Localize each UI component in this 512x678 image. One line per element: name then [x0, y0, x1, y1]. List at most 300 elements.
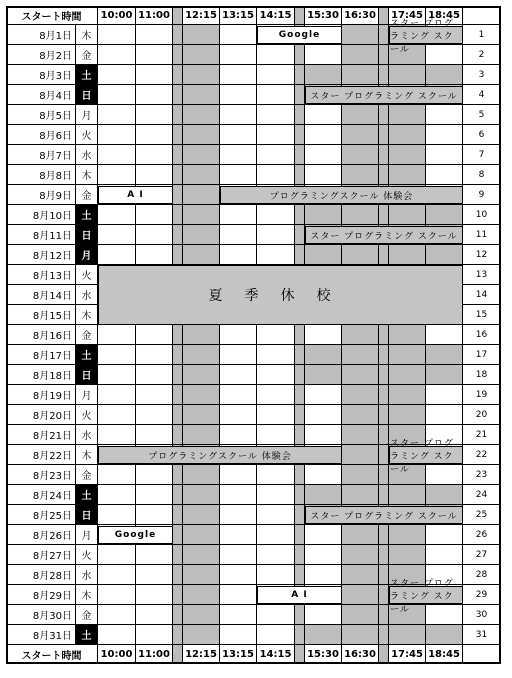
time-slot[interactable]: [173, 225, 183, 245]
time-slot[interactable]: [98, 605, 136, 625]
time-slot[interactable]: [426, 485, 463, 505]
time-slot[interactable]: [295, 205, 305, 225]
time-slot[interactable]: [173, 205, 183, 225]
time-slot[interactable]: [136, 25, 173, 45]
time-slot[interactable]: [136, 225, 173, 245]
bottom-time-6: [295, 645, 305, 664]
event-block[interactable]: A I: [257, 586, 342, 604]
time-slot[interactable]: [173, 245, 183, 265]
time-slot[interactable]: [342, 65, 379, 85]
time-slot[interactable]: [173, 385, 183, 405]
time-slot[interactable]: [98, 105, 136, 125]
event-block[interactable]: プログラミングスクール 体験会: [98, 446, 342, 464]
time-slot[interactable]: [305, 485, 342, 505]
date-cell: 8月1日: [6, 25, 76, 45]
time-slot[interactable]: [136, 245, 173, 265]
time-slot[interactable]: [379, 145, 389, 165]
time-slot[interactable]: [379, 605, 389, 625]
weekday-cell: 月: [76, 385, 98, 405]
time-slot[interactable]: [183, 385, 220, 405]
time-slot[interactable]: [295, 565, 305, 585]
time-slot[interactable]: [220, 45, 257, 65]
time-slot[interactable]: [389, 405, 426, 425]
time-slot[interactable]: [295, 165, 305, 185]
time-slot[interactable]: [173, 465, 183, 485]
time-slot[interactable]: [342, 125, 379, 145]
time-slot[interactable]: [305, 545, 342, 565]
time-slot[interactable]: [257, 245, 295, 265]
time-slot[interactable]: [183, 25, 220, 45]
time-slot[interactable]: [295, 385, 305, 405]
time-slot[interactable]: [257, 465, 295, 485]
time-slot[interactable]: [220, 25, 257, 45]
time-slot[interactable]: [379, 565, 389, 585]
time-slot[interactable]: [389, 385, 426, 405]
time-slot[interactable]: [173, 25, 183, 45]
time-slot[interactable]: [98, 85, 136, 105]
time-slot[interactable]: [257, 485, 295, 505]
time-slot[interactable]: [183, 125, 220, 145]
time-slot[interactable]: [136, 345, 173, 365]
time-slot[interactable]: [426, 545, 463, 565]
time-slot[interactable]: [295, 125, 305, 145]
time-slot[interactable]: [136, 585, 173, 605]
time-slot[interactable]: [220, 585, 257, 605]
time-slot[interactable]: [295, 345, 305, 365]
time-slot[interactable]: [257, 365, 295, 385]
time-slot[interactable]: [173, 185, 183, 205]
time-slot[interactable]: [305, 605, 342, 625]
time-slot[interactable]: [389, 485, 426, 505]
time-slot[interactable]: [136, 385, 173, 405]
time-slot[interactable]: [295, 85, 305, 105]
time-slot[interactable]: [305, 465, 342, 485]
time-slot[interactable]: [295, 145, 305, 165]
time-slot[interactable]: [98, 125, 136, 145]
time-slot[interactable]: [305, 565, 342, 585]
time-slot[interactable]: [220, 85, 257, 105]
bottom-time-10: 17:45: [389, 645, 426, 664]
time-slot[interactable]: [379, 585, 389, 605]
time-slot[interactable]: [173, 485, 183, 505]
time-slot[interactable]: [98, 65, 136, 85]
date-cell: 8月25日: [6, 505, 76, 525]
time-slot[interactable]: [98, 405, 136, 425]
time-slot[interactable]: [389, 125, 426, 145]
time-slot[interactable]: [183, 625, 220, 645]
time-slot[interactable]: [295, 225, 305, 245]
time-slot[interactable]: [379, 205, 389, 225]
time-slot[interactable]: [305, 385, 342, 405]
time-slot[interactable]: [379, 45, 389, 65]
time-slot[interactable]: [136, 365, 173, 385]
time-slot[interactable]: [379, 65, 389, 85]
time-slot[interactable]: [98, 165, 136, 185]
time-slot[interactable]: [379, 405, 389, 425]
time-slot[interactable]: [136, 165, 173, 185]
time-slot[interactable]: [136, 505, 173, 525]
time-slot[interactable]: [295, 105, 305, 125]
time-slot[interactable]: [183, 65, 220, 85]
time-slot[interactable]: [426, 625, 463, 645]
time-slot[interactable]: [173, 85, 183, 105]
time-slot[interactable]: [257, 105, 295, 125]
time-slot[interactable]: [183, 85, 220, 105]
time-slot[interactable]: [136, 405, 173, 425]
time-slot[interactable]: [183, 365, 220, 385]
time-slot[interactable]: [98, 325, 136, 345]
time-slot[interactable]: [136, 605, 173, 625]
time-slot[interactable]: [257, 205, 295, 225]
time-slot[interactable]: [257, 425, 295, 445]
time-slot[interactable]: [257, 125, 295, 145]
time-slot[interactable]: [220, 225, 257, 245]
time-slot[interactable]: [426, 345, 463, 365]
time-slot[interactable]: [173, 345, 183, 365]
time-slot[interactable]: [379, 425, 389, 445]
time-slot[interactable]: [379, 625, 389, 645]
time-slot[interactable]: [98, 565, 136, 585]
time-slot[interactable]: [342, 345, 379, 365]
time-slot[interactable]: [342, 45, 379, 65]
time-slot[interactable]: [342, 565, 379, 585]
time-slot[interactable]: [342, 605, 379, 625]
time-slot[interactable]: [257, 225, 295, 245]
time-slot[interactable]: [305, 105, 342, 125]
time-slot[interactable]: [98, 205, 136, 225]
time-slot[interactable]: [379, 445, 389, 465]
time-slot[interactable]: [257, 165, 295, 185]
time-slot[interactable]: [342, 525, 379, 545]
time-slot[interactable]: [220, 65, 257, 85]
time-slot[interactable]: [173, 545, 183, 565]
time-slot[interactable]: [389, 345, 426, 365]
time-slot[interactable]: [136, 485, 173, 505]
time-slot[interactable]: [183, 325, 220, 345]
time-slot[interactable]: [173, 165, 183, 185]
time-slot[interactable]: [173, 145, 183, 165]
time-slot[interactable]: [342, 545, 379, 565]
time-slot[interactable]: [342, 105, 379, 125]
time-slot[interactable]: [183, 245, 220, 265]
time-slot[interactable]: [173, 625, 183, 645]
time-slot[interactable]: [98, 225, 136, 245]
time-slot[interactable]: [220, 145, 257, 165]
time-slot[interactable]: [305, 65, 342, 85]
time-slot[interactable]: [220, 345, 257, 365]
time-slot[interactable]: [295, 425, 305, 445]
time-slot[interactable]: [305, 365, 342, 385]
time-slot[interactable]: [183, 565, 220, 585]
time-slot[interactable]: [173, 45, 183, 65]
event-block[interactable]: スター プログラミング スクール: [305, 226, 463, 244]
time-slot[interactable]: [379, 125, 389, 145]
time-slot[interactable]: [98, 385, 136, 405]
time-slot[interactable]: [305, 525, 342, 545]
time-slot[interactable]: [295, 505, 305, 525]
time-slot[interactable]: [257, 85, 295, 105]
time-slot[interactable]: [183, 425, 220, 445]
event-block[interactable]: Google: [257, 26, 342, 44]
time-slot[interactable]: [173, 425, 183, 445]
time-slot[interactable]: [220, 385, 257, 405]
event-block[interactable]: スター プログラミング スクール: [305, 86, 463, 104]
time-slot[interactable]: [183, 105, 220, 125]
time-slot[interactable]: [220, 125, 257, 145]
time-slot[interactable]: [342, 445, 379, 465]
time-slot[interactable]: [220, 105, 257, 125]
time-slot[interactable]: [257, 525, 295, 545]
time-slot[interactable]: [220, 625, 257, 645]
time-slot[interactable]: [342, 385, 379, 405]
time-slot[interactable]: [183, 225, 220, 245]
time-slot[interactable]: [342, 625, 379, 645]
time-slot[interactable]: [173, 565, 183, 585]
time-slot[interactable]: [305, 345, 342, 365]
time-slot[interactable]: [379, 345, 389, 365]
time-slot[interactable]: [136, 125, 173, 145]
date-cell: 8月12日: [6, 245, 76, 265]
time-slot[interactable]: [342, 405, 379, 425]
time-slot[interactable]: [379, 465, 389, 485]
time-slot[interactable]: [257, 65, 295, 85]
time-slot[interactable]: [183, 345, 220, 365]
time-slot[interactable]: [342, 585, 379, 605]
time-slot[interactable]: [136, 45, 173, 65]
time-slot[interactable]: [305, 425, 342, 445]
time-slot[interactable]: [98, 485, 136, 505]
time-slot[interactable]: [426, 145, 463, 165]
time-slot[interactable]: [305, 405, 342, 425]
time-slot[interactable]: [389, 625, 426, 645]
time-slot[interactable]: [426, 525, 463, 545]
time-slot[interactable]: [220, 545, 257, 565]
time-slot[interactable]: [173, 325, 183, 345]
time-slot[interactable]: [379, 245, 389, 265]
time-slot[interactable]: [183, 405, 220, 425]
time-slot[interactable]: [342, 205, 379, 225]
time-slot[interactable]: [183, 165, 220, 185]
time-slot[interactable]: [136, 145, 173, 165]
time-slot[interactable]: [389, 165, 426, 185]
time-slot[interactable]: [295, 45, 305, 65]
time-slot[interactable]: [389, 65, 426, 85]
time-slot[interactable]: [98, 25, 136, 45]
time-slot[interactable]: [220, 325, 257, 345]
time-slot[interactable]: [136, 625, 173, 645]
time-slot[interactable]: [220, 245, 257, 265]
time-slot[interactable]: [305, 125, 342, 145]
time-slot[interactable]: [173, 605, 183, 625]
time-slot[interactable]: [98, 345, 136, 365]
time-slot[interactable]: [257, 545, 295, 565]
time-slot[interactable]: [295, 245, 305, 265]
time-slot[interactable]: [183, 585, 220, 605]
time-slot[interactable]: [426, 165, 463, 185]
time-slot[interactable]: [379, 105, 389, 125]
time-slot[interactable]: [136, 65, 173, 85]
time-slot[interactable]: [98, 545, 136, 565]
time-slot[interactable]: [257, 325, 295, 345]
time-slot[interactable]: [305, 245, 342, 265]
time-slot[interactable]: [183, 525, 220, 545]
time-slot[interactable]: [379, 25, 389, 45]
time-slot[interactable]: [342, 165, 379, 185]
time-slot[interactable]: [257, 605, 295, 625]
time-slot[interactable]: [379, 365, 389, 385]
time-slot[interactable]: [379, 545, 389, 565]
event-block[interactable]: ラミング スク: [389, 586, 463, 604]
row-number: 7: [463, 145, 501, 165]
time-slot[interactable]: [136, 105, 173, 125]
time-slot[interactable]: [136, 465, 173, 485]
time-slot[interactable]: [257, 385, 295, 405]
time-slot[interactable]: [389, 205, 426, 225]
time-slot[interactable]: [136, 205, 173, 225]
time-slot[interactable]: [305, 45, 342, 65]
time-slot[interactable]: [342, 145, 379, 165]
time-slot[interactable]: [183, 545, 220, 565]
time-slot[interactable]: [136, 545, 173, 565]
time-slot[interactable]: [98, 585, 136, 605]
time-slot[interactable]: [305, 325, 342, 345]
time-slot[interactable]: [295, 465, 305, 485]
time-slot[interactable]: [220, 365, 257, 385]
time-slot[interactable]: [220, 405, 257, 425]
event-block[interactable]: ラミング スク: [389, 446, 463, 464]
time-slot[interactable]: [389, 365, 426, 385]
time-slot[interactable]: [342, 325, 379, 345]
time-slot[interactable]: [183, 485, 220, 505]
time-slot[interactable]: [220, 425, 257, 445]
event-block[interactable]: スター プログラミング スクール: [305, 506, 463, 524]
time-slot[interactable]: [183, 205, 220, 225]
time-slot[interactable]: [426, 325, 463, 345]
time-slot[interactable]: [379, 485, 389, 505]
event-block[interactable]: A I: [98, 186, 173, 204]
time-slot[interactable]: [389, 245, 426, 265]
time-slot[interactable]: [342, 465, 379, 485]
time-slot[interactable]: [220, 465, 257, 485]
time-slot[interactable]: [136, 85, 173, 105]
time-slot[interactable]: [257, 405, 295, 425]
time-slot[interactable]: [220, 605, 257, 625]
time-slot[interactable]: [98, 145, 136, 165]
time-slot[interactable]: [305, 165, 342, 185]
time-slot[interactable]: [257, 345, 295, 365]
time-slot[interactable]: [389, 325, 426, 345]
time-slot[interactable]: [295, 325, 305, 345]
time-slot[interactable]: [173, 525, 183, 545]
time-slot[interactable]: [98, 245, 136, 265]
time-slot[interactable]: [173, 365, 183, 385]
time-slot[interactable]: [220, 485, 257, 505]
time-slot[interactable]: [426, 245, 463, 265]
time-slot[interactable]: [295, 65, 305, 85]
time-slot[interactable]: [173, 405, 183, 425]
time-slot[interactable]: [426, 405, 463, 425]
time-slot[interactable]: [98, 425, 136, 445]
event-block[interactable]: Google: [98, 526, 173, 544]
time-slot[interactable]: [173, 105, 183, 125]
time-slot[interactable]: [426, 65, 463, 85]
time-slot[interactable]: [342, 485, 379, 505]
time-slot[interactable]: [173, 585, 183, 605]
time-slot[interactable]: [379, 525, 389, 545]
time-slot[interactable]: [98, 625, 136, 645]
time-slot[interactable]: [220, 525, 257, 545]
time-slot[interactable]: [389, 545, 426, 565]
event-block[interactable]: プログラミングスクール 体験会: [220, 186, 463, 204]
time-slot[interactable]: [342, 425, 379, 445]
time-slot[interactable]: [220, 205, 257, 225]
time-slot[interactable]: [183, 185, 220, 205]
time-slot[interactable]: [220, 505, 257, 525]
time-slot[interactable]: [183, 505, 220, 525]
time-slot[interactable]: [98, 505, 136, 525]
date-cell: 8月22日: [6, 445, 76, 465]
time-slot[interactable]: [183, 45, 220, 65]
time-slot[interactable]: [426, 385, 463, 405]
time-slot[interactable]: [342, 245, 379, 265]
time-slot[interactable]: [98, 465, 136, 485]
time-slot[interactable]: [173, 65, 183, 85]
time-slot[interactable]: [389, 105, 426, 125]
time-slot[interactable]: [379, 165, 389, 185]
time-slot[interactable]: [136, 325, 173, 345]
time-slot[interactable]: [220, 165, 257, 185]
time-slot[interactable]: [257, 565, 295, 585]
time-slot[interactable]: [295, 365, 305, 385]
time-slot[interactable]: [136, 565, 173, 585]
time-slot[interactable]: [305, 145, 342, 165]
time-slot[interactable]: [295, 485, 305, 505]
time-slot[interactable]: [220, 565, 257, 585]
time-slot[interactable]: [426, 365, 463, 385]
time-slot[interactable]: [295, 605, 305, 625]
time-slot[interactable]: [426, 205, 463, 225]
time-slot[interactable]: [183, 465, 220, 485]
time-slot[interactable]: [257, 145, 295, 165]
time-slot[interactable]: [183, 605, 220, 625]
time-slot[interactable]: [98, 45, 136, 65]
time-slot[interactable]: [426, 125, 463, 145]
time-slot[interactable]: [305, 625, 342, 645]
time-slot[interactable]: [295, 525, 305, 545]
time-slot[interactable]: [136, 425, 173, 445]
time-slot[interactable]: [257, 45, 295, 65]
time-slot[interactable]: [389, 525, 426, 545]
time-slot[interactable]: [379, 325, 389, 345]
time-slot[interactable]: [98, 365, 136, 385]
time-slot[interactable]: [295, 545, 305, 565]
date-cell: 8月31日: [6, 625, 76, 645]
time-slot[interactable]: [257, 505, 295, 525]
time-slot[interactable]: [342, 25, 379, 45]
time-slot[interactable]: [257, 625, 295, 645]
time-slot[interactable]: [183, 145, 220, 165]
time-slot[interactable]: [305, 205, 342, 225]
time-slot[interactable]: [426, 105, 463, 125]
time-slot[interactable]: [173, 505, 183, 525]
time-slot[interactable]: [342, 365, 379, 385]
time-slot[interactable]: [295, 625, 305, 645]
time-slot[interactable]: [379, 385, 389, 405]
time-slot[interactable]: [389, 145, 426, 165]
event-block[interactable]: ラミング スク: [389, 26, 463, 44]
time-slot[interactable]: [295, 405, 305, 425]
time-slot[interactable]: [173, 125, 183, 145]
